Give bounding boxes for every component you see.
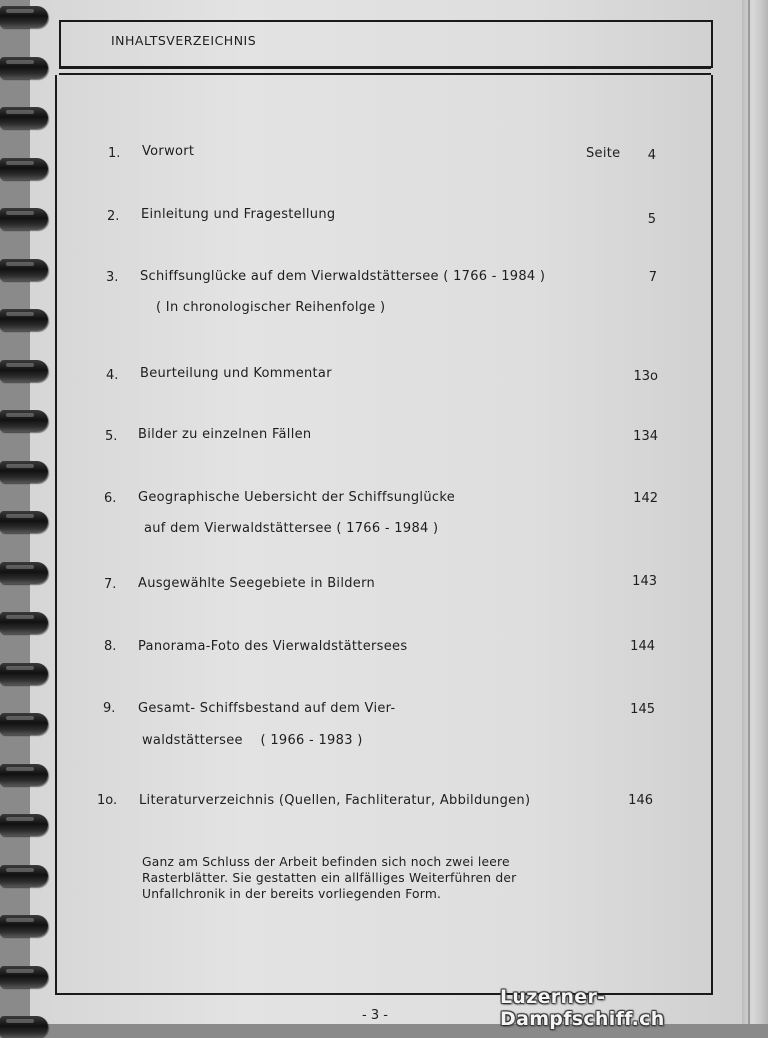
binding-ring — [0, 309, 48, 331]
watermark: Luzerner-Dampfschiff.ch — [500, 986, 665, 1030]
toc-entry-title: Gesamt- Schiffsbestand auf dem Vier- — [138, 701, 396, 716]
spiral-binding — [0, 0, 50, 1024]
binding-ring — [0, 208, 48, 230]
toc-entry-title: Geographische Uebersicht der Schiffsunglücke — [138, 490, 455, 505]
toc-entry-number: 3. — [106, 270, 119, 285]
toc-entry-subtitle: ( In chronologischer Reihenfolge ) — [156, 300, 386, 315]
page-title: INHALTSVERZEICHNIS — [111, 33, 257, 48]
toc-entry-page: 146 — [628, 793, 653, 808]
footnote-line: Unfallchronik in der bereits vorliegenden Form. — [142, 887, 442, 901]
toc-entry-page: 7 — [648, 270, 657, 285]
toc-entry-number: 2. — [107, 209, 120, 224]
binding-ring — [0, 713, 48, 735]
binding-ring — [0, 259, 48, 281]
binding-ring — [0, 461, 48, 483]
toc-entry-page: 134 — [633, 429, 658, 444]
toc-entry-page: 142 — [633, 491, 658, 506]
toc-entry-title: Literaturverzeichnis (Quellen, Fachliteratur, Abbildungen) — [139, 793, 531, 808]
binding-ring — [0, 915, 48, 937]
binding-ring — [0, 6, 48, 28]
toc-entry-number: 6. — [104, 491, 117, 506]
binding-ring — [0, 57, 48, 79]
page-edge-line — [748, 0, 750, 1024]
toc-entry-title: Einleitung und Fragestellung — [141, 207, 336, 222]
footnote-line: Rasterblätter. Sie gestatten ein allfälliges Weiterführen der — [142, 871, 517, 885]
toc-entry-subtitle: auf dem Vierwaldstättersee ( 1766 - 1984 ) — [144, 521, 439, 536]
binding-ring — [0, 764, 48, 786]
toc-entry-title: Beurteilung und Kommentar — [140, 366, 332, 381]
binding-ring — [0, 410, 48, 432]
toc-entry-title: Bilder zu einzelnen Fällen — [138, 427, 312, 442]
binding-ring — [0, 966, 48, 988]
toc-entry-number: 9. — [103, 701, 116, 716]
toc-entry-page: 145 — [630, 702, 655, 717]
footnote-line: Ganz am Schluss der Arbeit befinden sich noch zwei leere — [142, 855, 510, 869]
binding-ring — [0, 360, 48, 382]
toc-entry-title: Panorama-Foto des Vierwaldstättersees — [138, 639, 408, 654]
seite-label: Seite — [586, 146, 621, 161]
binding-ring — [0, 814, 48, 836]
binding-ring — [0, 663, 48, 685]
toc-entry-title: Ausgewählte Seegebiete in Bildern — [138, 576, 376, 591]
toc-entry-number: 7. — [104, 577, 117, 592]
toc-entry-page: 5 — [647, 212, 656, 227]
toc-entry-number: 8. — [104, 639, 117, 654]
toc-entry-page: 143 — [632, 574, 657, 589]
page-number: - 3 - — [362, 1008, 388, 1023]
binding-ring — [0, 158, 48, 180]
toc-entry-page: 144 — [630, 639, 655, 654]
toc-entry-number: 5. — [105, 429, 118, 444]
footnote — [142, 854, 582, 902]
binding-ring — [0, 1016, 48, 1038]
toc-entry-number: 4. — [106, 368, 119, 383]
toc-entry-number: 1o. — [97, 793, 118, 808]
toc-entry-page: 4 — [647, 148, 656, 163]
binding-ring — [0, 562, 48, 584]
binding-ring — [0, 511, 48, 533]
next-page-edge — [742, 0, 768, 1024]
toc-entry-number: 1. — [108, 146, 121, 161]
binding-ring — [0, 612, 48, 634]
toc-entry-title: Schiffsunglücke auf dem Vierwaldstättersee ( 1766 - 1984 ) — [140, 269, 546, 284]
binding-ring — [0, 107, 48, 129]
toc-entry-subtitle: waldstättersee ( 1966 - 1983 ) — [142, 733, 363, 748]
toc-entry-title: Vorwort — [142, 144, 195, 159]
header-divider — [59, 66, 711, 75]
toc-entry-page: 13o — [633, 369, 658, 384]
binding-ring — [0, 865, 48, 887]
